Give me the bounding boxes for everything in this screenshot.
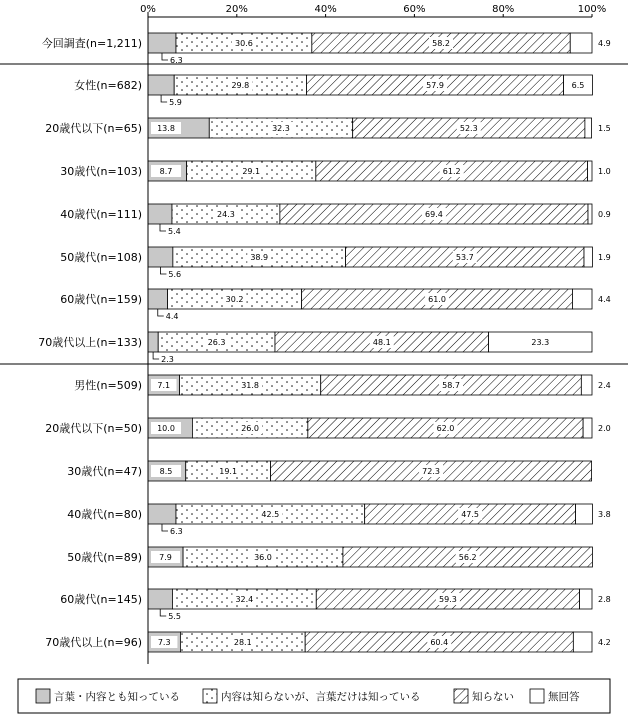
value-label: 1.9 [598,253,611,262]
bar-segment [580,589,592,609]
legend-label: 知らない [472,691,514,703]
value-label: 8.7 [159,167,173,176]
value-label: 5.9 [169,98,182,107]
category-label: 20歳代以下(n=65) [45,122,142,135]
bar-segment [148,289,168,309]
value-label: 58.7 [442,381,460,390]
value-label: 30.6 [234,39,253,48]
value-label: 26.3 [207,338,226,347]
value-label: 57.9 [426,81,444,90]
category-label: 40歳代(n=111) [60,208,142,221]
category-label: 70歳代以上(n=96) [45,636,142,649]
x-tick-label: 80% [492,4,515,15]
value-label: 36.0 [254,553,272,562]
value-label: 5.5 [168,612,181,621]
x-tick-label: 100% [577,4,607,15]
value-label: 2.3 [161,355,174,364]
value-label: 4.2 [598,638,611,647]
value-label: 8.5 [159,467,173,476]
value-label: 10.0 [157,424,175,433]
bar-segment [583,418,592,438]
value-label: 5.6 [168,270,182,279]
x-tick-label: 20% [225,4,248,15]
value-label: 24.3 [217,210,235,219]
legend-swatch [530,689,544,703]
value-label: 42.5 [261,510,280,519]
legend [18,679,610,713]
value-callout-line [161,95,167,102]
category-label: 40歳代(n=80) [67,508,142,521]
bar-segment [148,504,176,524]
value-label: 31.8 [241,381,260,390]
category-label: 今回調査(n=1,211) [41,37,142,50]
value-label: 48.1 [372,338,391,347]
value-label: 0.9 [598,210,611,219]
value-label: 6.3 [169,56,183,65]
value-callout-line [160,267,166,274]
value-label: 23.3 [531,338,550,347]
value-label: 29.1 [242,167,261,176]
category-label: 50歳代(n=89) [67,551,142,564]
value-callout-line [158,309,164,316]
x-tick-label: 40% [314,4,337,15]
value-label: 62.0 [436,424,455,433]
x-tick-label: 60% [403,4,426,15]
value-label: 61.2 [442,167,461,176]
value-label: 7.3 [157,638,171,647]
bar-segment [570,33,592,53]
value-label: 59.3 [439,595,457,604]
value-label: 4.9 [598,39,611,48]
legend-label: 無回答 [548,691,580,703]
value-label: 4.4 [598,295,611,304]
category-label: 30歳代(n=103) [60,165,142,178]
value-label: 2.0 [598,424,611,433]
bar-segment [148,589,172,609]
value-label: 58.2 [432,39,450,48]
value-label: 19.1 [219,467,238,476]
value-label: 13.8 [157,124,175,133]
bar-segment [588,161,592,181]
value-label: 2.8 [598,595,611,604]
value-label: 6.3 [169,527,183,536]
value-label: 6.5 [571,81,585,90]
bar-segment [148,33,176,53]
value-label: 4.4 [165,312,179,321]
value-label: 30.2 [225,295,244,304]
value-label: 32.4 [235,595,254,604]
bar-segment [572,289,592,309]
category-label: 70歳代以上(n=133) [38,336,142,349]
value-callout-line [153,352,159,359]
bar-segment [584,247,592,267]
x-tick-label: 0% [140,4,156,15]
x-axis-ticks [140,4,606,17]
value-label: 72.3 [422,467,440,476]
value-label: 3.8 [598,510,611,519]
value-callout-line [162,53,168,60]
value-label: 47.5 [461,510,480,519]
legend-label: 内容は知らないが、言葉だけは知っている [221,691,421,703]
value-label: 56.2 [458,553,477,562]
bar-segment [148,75,174,95]
bar-segment [148,247,173,267]
value-label: 29.8 [231,81,250,90]
value-label: 52.3 [459,124,478,133]
value-label: 7.1 [157,381,171,390]
value-label: 38.9 [250,253,269,262]
bars [148,33,611,652]
bar-segment [573,632,592,652]
legend-swatch [36,689,50,703]
bar-segment [588,204,592,224]
bar-segment [148,204,172,224]
category-label: 20歳代以下(n=50) [45,422,142,435]
value-label: 7.9 [159,553,172,562]
category-label: 50歳代(n=108) [60,251,142,264]
value-label: 28.1 [233,638,252,647]
value-callout-line [162,524,168,531]
category-labels [38,36,142,649]
value-label: 32.3 [272,124,290,133]
value-label: 60.4 [430,638,449,647]
value-label: 61.0 [428,295,446,304]
legend-swatch [203,689,217,703]
value-label: 26.0 [241,424,260,433]
legend-label: 言葉・内容とも知っている [54,691,180,703]
bar-segment [576,504,593,524]
value-label: 1.0 [598,167,611,176]
category-label: 60歳代(n=159) [60,293,142,306]
bar-segment [148,332,158,352]
legend-swatch [454,689,468,703]
value-label: 53.7 [455,253,474,262]
value-callout-line [160,609,166,616]
bar-segment [585,118,592,138]
value-label: 2.4 [598,381,611,390]
category-label: 60歳代(n=145) [60,593,142,606]
value-label: 69.4 [425,210,443,219]
value-callout-line [160,224,166,231]
value-label: 5.4 [167,227,181,236]
category-label: 男性(n=509) [74,379,142,392]
category-label: 30歳代(n=47) [67,465,142,478]
category-label: 女性(n=682) [74,79,142,92]
bar-segment [581,375,592,395]
value-label: 1.5 [598,124,611,133]
